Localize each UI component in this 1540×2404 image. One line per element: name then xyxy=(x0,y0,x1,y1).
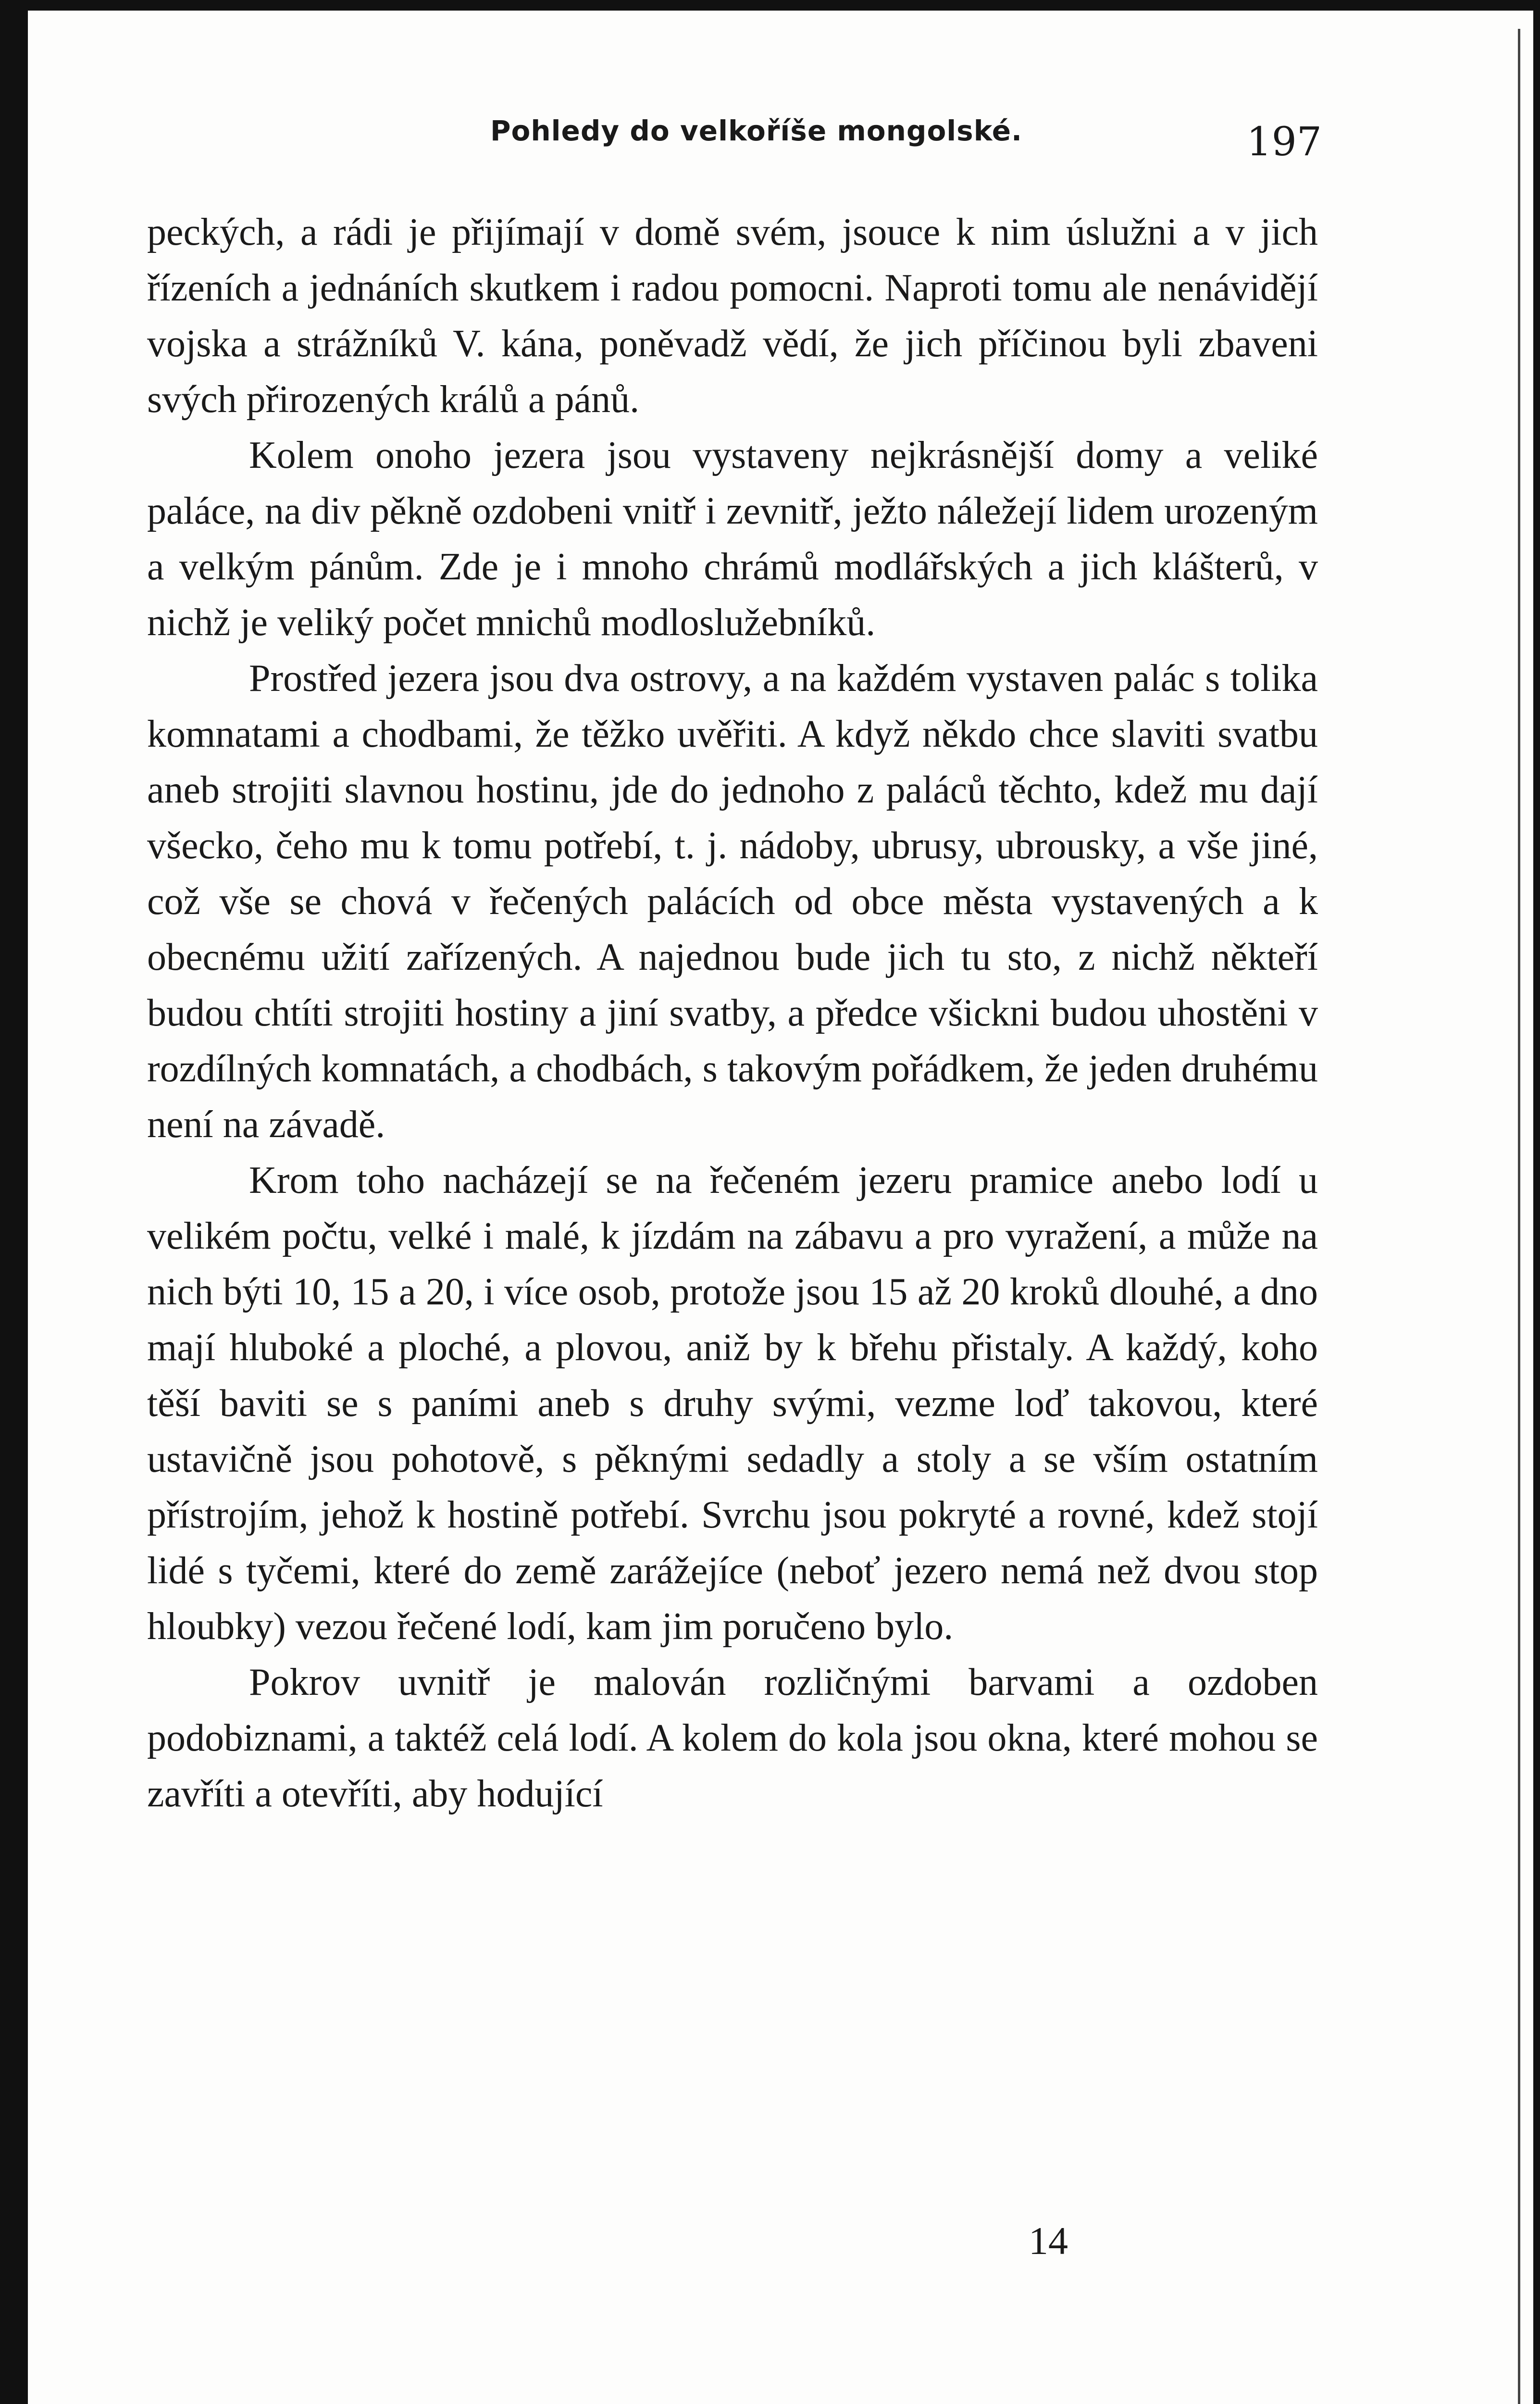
paragraph-5: Pokrov uvnitř je malován rozličnými barvami a ozdoben podobiznami, a taktéž celá lodí. A kolem do kola jsou okna, které mohou se zavříti a otevříti, aby hodující xyxy=(147,1661,1318,1815)
paragraph-1: peckých, a rádi je přijímají v domě svém, jsouce k nim úslužni a v jich řízeních a jednáních skutkem i radou pomocni. Naproti tomu ale nenávidějí vojska a strážníků V. kána, poněvadž vědí, že jich příčinou byli zbaveni svých přirozených králů a pánů. xyxy=(147,211,1318,421)
paragraph-2: Kolem onoho jezera jsou vystaveny nejkrásnější domy a veliké paláce, na div pěkně ozdobeni vnitř i zevnitř, ježto náležejí lidem urozeným a velkým pánům. Zde je i mnoho chrámů modlářských a jich klášterů, v nichž je veliký počet mnichů modloslužebníků. xyxy=(147,434,1318,644)
body-text xyxy=(147,204,1318,1822)
running-title: Pohledy do velkoříše mongolské. xyxy=(490,114,1023,147)
scan-border-right xyxy=(1533,0,1540,2404)
signature-mark: 14 xyxy=(1029,2219,1068,2263)
running-head xyxy=(144,110,1322,163)
scan-border-top xyxy=(0,0,1540,11)
paragraph-4: Krom toho nacházejí se na řečeném jezeru pramice anebo lodí u velikém počtu, velké i malé, k jízdám na zábavu a pro vyražení, a může na nich býti 10, 15 a 20, i více osob, protože jsou 15 až 20 kroků dlouhé, a dno mají hluboké a ploché, a plovou, aniž by k břehu přistaly. A každý, koho těší baviti se s paními aneb s druhy svými, vezme loď takovou, které ustavičně jsou pohotově, s pěknými sedadly a stoly a se vším ostatním přístrojím, jehož k hostině potřebí. Svrchu jsou pokryté a rovné, kdež stojí lidé s tyčemi, které do země zarážejíce (neboť jezero nemá než dvou stop hloubky) vezou řečené lodí, kam jim poručeno bylo. xyxy=(147,1159,1318,1648)
paragraph-3: Prostřed jezera jsou dva ostrovy, a na každém vystaven palác s tolika komnatami a chodbami, že těžko uvěřiti. A když někdo chce slaviti svatbu aneb strojiti slavnou hostinu, jde do jednoho z paláců těchto, kdež mu dají všecko, čeho mu k tomu potřebí, t. j. nádoby, ubrusy, ubrousky, a vše jiné, což vše se chová v řečených palácích od obce města vystavených a k obecnému užití zařízených. A najednou bude jich tu sto, z nichž někteří budou chtíti strojiti hostiny a jiní svatby, a předce všickni budou uhostěni v rozdílných komnatách, a chodbách, s takovým pořádkem, že jeden druhému není na závadě. xyxy=(147,657,1318,1146)
scan-border-left xyxy=(0,0,28,2404)
page-number: 197 xyxy=(1246,119,1322,165)
scan-edge-line xyxy=(1518,29,1520,2404)
